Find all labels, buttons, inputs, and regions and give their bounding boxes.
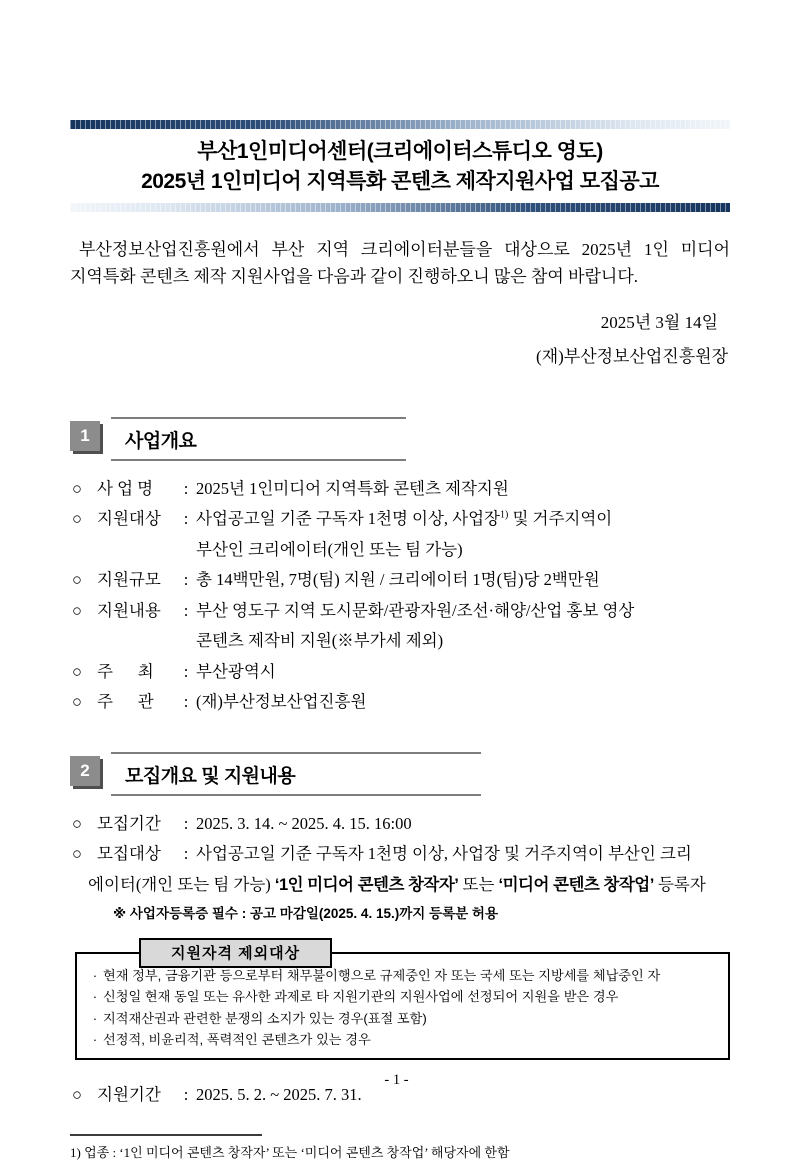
exclusion-item bbox=[87, 986, 720, 1007]
dot-bullet-icon: · bbox=[92, 989, 98, 1005]
recruit-target-line2-mid: 또는 bbox=[458, 874, 499, 894]
item-colon: : bbox=[183, 600, 189, 620]
item-value: 2025. 5. 2. ~ 2025. 7. 31. bbox=[196, 1085, 362, 1105]
creator-type-1: ‘1인 미디어 콘텐츠 창작자’ bbox=[274, 875, 459, 894]
item-colon: : bbox=[183, 1085, 189, 1105]
recruit-target-line1-text: 사업공고일 기준 구독자 1천명 이상, 사업장 및 거주지역이 부산인 크리 bbox=[196, 844, 692, 864]
footnote-divider bbox=[70, 1134, 262, 1136]
item-colon: : bbox=[183, 570, 189, 590]
circle-bullet-icon: ○ bbox=[72, 509, 82, 529]
exclusion-item bbox=[87, 1029, 720, 1050]
list-item-organizer bbox=[70, 687, 730, 718]
circle-bullet-icon: ○ bbox=[72, 692, 82, 712]
circle-bullet-icon: ○ bbox=[72, 478, 82, 498]
section2-header bbox=[70, 752, 730, 796]
circle-bullet-icon: ○ bbox=[72, 1085, 82, 1105]
list-item-support-scale bbox=[70, 565, 730, 596]
intro-paragraph: 부산정보산업진흥원에서 부산 지역 크리에이터분들을 대상으로 2025년 1인 미디어 지역특화 콘텐츠 제작 지원사업을 다음과 같이 진행하오니 많은 참여 바랍니다. bbox=[70, 239, 730, 287]
exclusion-item bbox=[87, 1008, 720, 1029]
footnote-text: 1) 업종 : ‘1인 미디어 콘텐츠 창작자’ 또는 ‘미디어 콘텐츠 창작업’ 해당자에 한함 bbox=[70, 1144, 510, 1160]
document-title bbox=[70, 129, 730, 203]
section1-number-badge: 1 bbox=[70, 421, 100, 451]
item-label: 모집대상 bbox=[97, 844, 161, 864]
footnote-marker: 1) bbox=[499, 509, 509, 521]
target-line1-text: 사업공고일 기준 구독자 1천명 이상, 사업장 bbox=[196, 509, 500, 529]
section1-header bbox=[70, 417, 730, 461]
list-item-support-content bbox=[70, 596, 730, 657]
item-colon: : bbox=[183, 478, 189, 498]
exclusion-item-text: 지적재산권과 관련한 분쟁의 소지가 있는 경우(표절 포함) bbox=[103, 1010, 427, 1026]
page-number: - 1 - bbox=[384, 1072, 409, 1088]
recruit-target-line2-rest: 등록자 bbox=[653, 874, 706, 894]
section1-item-list bbox=[70, 474, 730, 718]
item-colon: : bbox=[183, 813, 189, 833]
exclusion-item-text: 현재 정부, 금융기관 등으로부터 채무불이행으로 규제중인 자 또는 국세 또는 지방세를 체납중인 자 bbox=[103, 967, 661, 983]
circle-bullet-icon: ○ bbox=[72, 600, 82, 620]
target-line1-rest: 및 거주지역이 bbox=[508, 509, 613, 529]
section2-number-badge: 2 bbox=[70, 756, 100, 786]
item-colon: : bbox=[183, 509, 189, 529]
item-label: 지원내용 bbox=[97, 600, 161, 620]
recruit-target-line2-text: 에이터(개인 또는 팀 가능) bbox=[88, 874, 275, 894]
dot-bullet-icon: · bbox=[92, 1032, 98, 1048]
item-value: 2025년 1인미디어 지역특화 콘텐츠 제작지원 bbox=[196, 478, 509, 498]
dot-bullet-icon: · bbox=[92, 967, 98, 983]
content-line1-text: 부산 영도구 지역 도시문화/관광자원/조선·해양/산업 홍보 영상 bbox=[196, 600, 635, 620]
item-label: 주 관 bbox=[97, 692, 154, 712]
recruit-target-line1 bbox=[70, 839, 730, 870]
exclusion-item bbox=[87, 965, 720, 986]
item-value: 총 14백만원, 7명(팀) 지원 / 크리에이터 1명(팀)당 2백만원 bbox=[196, 570, 600, 590]
announcement-date: 2025년 3월 14일 bbox=[600, 312, 718, 332]
item-label: 사 업 명 bbox=[97, 478, 154, 498]
section2-item-list bbox=[70, 809, 730, 1111]
dot-bullet-icon: · bbox=[92, 1010, 98, 1026]
header-gradient-bar-bottom bbox=[70, 203, 730, 212]
item-label: 지원규모 bbox=[97, 570, 161, 590]
list-item-project-name bbox=[70, 474, 730, 505]
list-item-recruit-period bbox=[70, 809, 730, 840]
item-colon: : bbox=[183, 844, 189, 864]
item-value: (재)부산정보산업진흥원 bbox=[196, 692, 367, 712]
item-value bbox=[196, 504, 730, 565]
item-label: 주 최 bbox=[97, 661, 154, 681]
list-item-recruit-target bbox=[70, 839, 730, 900]
target-line2-text: 부산인 크리에이터(개인 또는 팀 가능) bbox=[196, 539, 463, 559]
item-colon: : bbox=[183, 692, 189, 712]
header-gradient-bar-top bbox=[70, 120, 730, 129]
item-value: 2025. 3. 14. ~ 2025. 4. 15. 16:00 bbox=[196, 813, 412, 833]
circle-bullet-icon: ○ bbox=[72, 844, 82, 864]
business-registration-note: ※ 사업자등록증 필수 : 공고 마감일(2025. 4. 15.)까지 등록분 허용 bbox=[113, 906, 498, 922]
circle-bullet-icon: ○ bbox=[72, 661, 82, 681]
item-colon: : bbox=[183, 661, 189, 681]
item-value bbox=[196, 596, 730, 657]
exclusion-item-text: 선정적, 비윤리적, 폭력적인 콘텐츠가 있는 경우 bbox=[103, 1032, 371, 1048]
circle-bullet-icon: ○ bbox=[72, 570, 82, 590]
item-label: 지원대상 bbox=[97, 509, 161, 529]
document-title-line2: 2025년 1인미디어 지역특화 콘텐츠 제작지원사업 모집공고 bbox=[141, 169, 659, 193]
exclusion-box bbox=[75, 944, 730, 1061]
content-line2-text: 콘텐츠 제작비 지원(※부가세 제외) bbox=[196, 631, 444, 651]
document-title-line1: 부산1인미디어센터(크리에이터스튜디오 영도) bbox=[197, 140, 603, 163]
item-value: 부산광역시 bbox=[196, 661, 276, 681]
announcement-signer: (재)부산정보산업진흥원장 bbox=[536, 346, 728, 366]
item-label: 모집기간 bbox=[97, 813, 161, 833]
creator-type-2: ‘미디어 콘텐츠 창작업’ bbox=[498, 875, 654, 894]
recruit-target-line2 bbox=[70, 870, 730, 901]
exclusion-box-title: 지원자격 제외대상 bbox=[139, 938, 332, 968]
exclusion-item-text: 신청일 현재 동일 또는 유사한 과제로 타 지원기관의 지원사업에 선정되어 지원을 받은 경우 bbox=[103, 989, 619, 1005]
list-item-support-target bbox=[70, 504, 730, 565]
circle-bullet-icon: ○ bbox=[72, 813, 82, 833]
item-label: 지원기간 bbox=[97, 1085, 161, 1105]
section1-title: 사업개요 bbox=[111, 417, 406, 461]
list-item-host bbox=[70, 657, 730, 688]
section2-title: 모집개요 및 지원내용 bbox=[111, 752, 481, 796]
